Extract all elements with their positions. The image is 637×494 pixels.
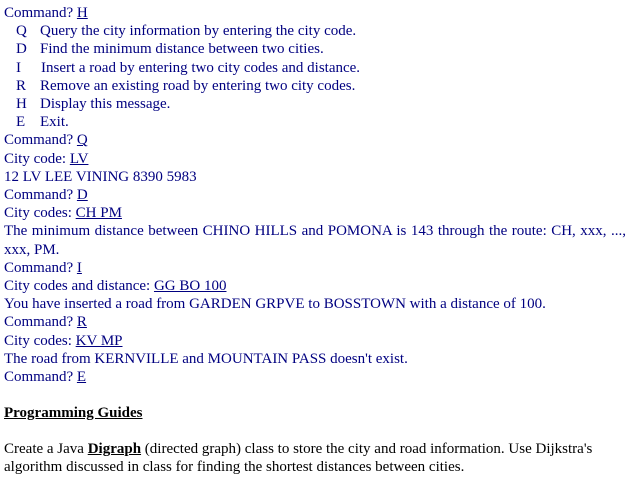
menu-key: R (16, 77, 27, 94)
menu-key: I (16, 59, 21, 76)
menu-item-exit (4, 113, 633, 131)
menu-item-insert (4, 59, 633, 77)
digraph-term: Digraph (87, 441, 142, 458)
menu-item-query (4, 22, 633, 40)
menu-text: Exit. (40, 114, 69, 131)
city-result: 12 LV LEE VINING 8390 5983 (4, 168, 197, 185)
menu-text: Insert a road by entering two city codes and distance. (41, 59, 361, 76)
command-line (4, 186, 633, 204)
city-codes-prompt: City codes: (4, 332, 76, 349)
menu-item-help (4, 95, 633, 113)
command-prompt: Command? (4, 187, 77, 204)
city-code-input: LV (69, 150, 89, 167)
distance-result: The minimum distance between CHINO HILLS and POMONA is 143 through the route: CH, xxx, ..., xxx, PM. (4, 223, 626, 258)
menu-key: H (16, 96, 27, 113)
city-codes-prompt: City codes: (4, 205, 76, 222)
insert-input: GG BO 100 (153, 278, 227, 295)
command-line (4, 4, 633, 22)
menu-item-distance (4, 40, 633, 58)
guide-text-end: (directed graph) class to store the city and road information. Use Dijkstra's algorithm discussed in class for finding the shortest distances between cities. (4, 441, 593, 476)
menu-text: Display this message. (40, 96, 171, 113)
guide-text-start: Create a Java (4, 441, 88, 458)
command-input: D (76, 187, 88, 204)
command-input: Q (76, 132, 88, 149)
guide-paragraph (4, 440, 629, 476)
menu-item-remove (4, 77, 633, 95)
command-line (4, 259, 633, 277)
insert-prompt: City codes and distance: (4, 278, 154, 295)
city-codes-input: CH PM (75, 205, 122, 222)
menu-text: Query the city information by entering the city code. (40, 23, 357, 40)
insert-prompt-line (4, 277, 633, 295)
city-codes-line (4, 204, 633, 222)
command-line (4, 131, 633, 149)
command-prompt: Command? (4, 5, 77, 21)
city-codes-input: KV MP (75, 332, 123, 349)
menu-text: Find the minimum distance between two cities. (40, 41, 324, 58)
menu-text: Remove an existing road by entering two city codes. (40, 77, 356, 94)
help-menu (4, 22, 633, 131)
section-heading: Programming Guides (4, 405, 143, 422)
menu-key: Q (16, 23, 27, 40)
spacer (4, 422, 633, 440)
city-code-prompt: City code: (4, 150, 70, 167)
command-prompt: Command? (4, 132, 77, 149)
command-prompt: Command? (4, 259, 77, 276)
city-codes-line (4, 332, 633, 350)
spacer (4, 386, 633, 404)
command-input: E (76, 369, 87, 386)
insert-result: You have inserted a road from GARDEN GRPVE to BOSSTOWN with a distance of 100. (4, 296, 546, 313)
menu-key: D (16, 41, 27, 58)
command-prompt: Command? (4, 314, 77, 331)
command-input: R (76, 314, 87, 331)
command-input: H (76, 5, 88, 21)
city-code-line (4, 150, 633, 168)
command-line (4, 368, 633, 386)
command-line (4, 313, 633, 331)
remove-result: The road from KERNVILLE and MOUNTAIN PASS doesn't exist. (4, 350, 408, 367)
command-prompt: Command? (4, 369, 77, 386)
command-input: I (76, 259, 82, 276)
menu-key: E (16, 114, 26, 131)
